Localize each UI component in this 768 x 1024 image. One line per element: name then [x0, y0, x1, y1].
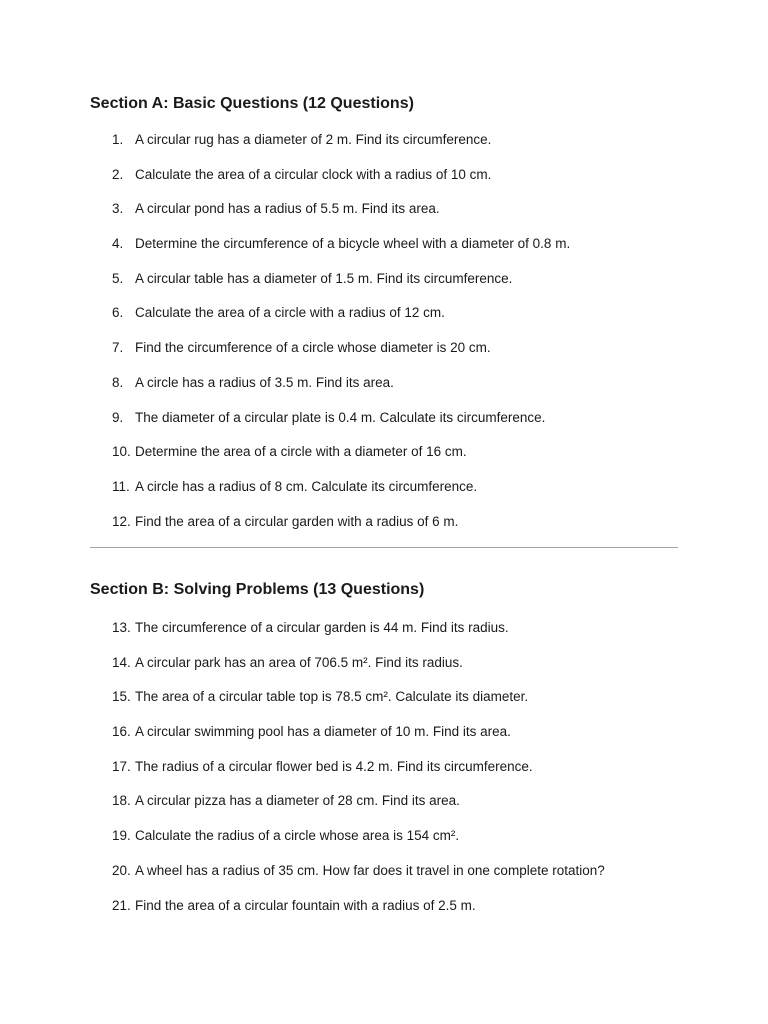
question-text: The circumference of a circular garden is 44 m. Find its radius.: [135, 620, 509, 635]
question-item: [112, 166, 570, 201]
question-item: [112, 304, 570, 339]
question-text: A circular table has a diameter of 1.5 m. Find its circumference.: [135, 270, 513, 286]
question-text: Find the area of a circular garden with a radius of 6 m.: [135, 513, 459, 529]
question-item: [112, 619, 605, 654]
question-text: A circular swimming pool has a diameter of 10 m. Find its area.: [135, 724, 511, 740]
question-item: [112, 270, 570, 305]
question-number: 3.: [112, 201, 124, 217]
question-number: 14.: [112, 654, 131, 670]
question-item: [112, 374, 570, 409]
question-number: 16.: [112, 724, 131, 740]
question-text: A circular pizza has a diameter of 28 cm. Find its area.: [135, 793, 460, 809]
question-text: Calculate the area of a circular clock with a radius of 10 cm.: [135, 166, 492, 182]
section-a-question-list: [112, 131, 570, 547]
question-text: Calculate the area of a circle with a radius of 12 cm.: [135, 305, 445, 321]
section-a-title: Section A: Basic Questions (12 Questions): [90, 95, 414, 112]
question-number: 15.: [112, 689, 131, 705]
question-text: The diameter of a circular plate is 0.4 m. Calculate its circumference.: [135, 409, 546, 425]
question-item: [112, 723, 605, 758]
question-text: A circle has a radius of 3.5 m. Find its area.: [135, 374, 394, 390]
question-item: [112, 792, 605, 827]
question-number: 7.: [112, 340, 124, 356]
question-text: A wheel has a radius of 35 cm. How far does it travel in one complete rotation?: [135, 862, 605, 878]
question-number: 13.: [112, 620, 131, 635]
question-number: 10.: [112, 444, 131, 460]
question-item: [112, 862, 605, 897]
question-text: Determine the circumference of a bicycle wheel with a diameter of 0.8 m.: [135, 236, 571, 252]
question-item: [112, 688, 605, 723]
question-number: 11.: [112, 478, 130, 494]
question-number: 17.: [112, 758, 131, 774]
question-item: [112, 235, 570, 270]
question-number: 12.: [112, 513, 131, 529]
question-item: [112, 200, 570, 235]
section-b-title: Section B: Solving Problems (13 Questions): [90, 581, 425, 598]
question-item: [112, 409, 570, 444]
question-item: [112, 758, 605, 793]
question-item: [112, 897, 605, 932]
question-number: 8.: [112, 374, 124, 390]
question-item: [112, 478, 570, 513]
question-item: [112, 339, 570, 374]
question-text: The area of a circular table top is 78.5 cm². Calculate its diameter.: [135, 689, 529, 705]
section-b-question-list: [112, 619, 605, 931]
question-text: Find the area of a circular fountain with a radius of 2.5 m.: [135, 897, 476, 913]
question-number: 5.: [112, 270, 124, 286]
question-number: 21.: [112, 897, 131, 913]
question-number: 19.: [112, 828, 131, 844]
question-item: [112, 654, 605, 689]
question-item: [112, 131, 570, 166]
question-item: [112, 443, 570, 478]
question-number: 18.: [112, 793, 131, 809]
question-number: 4.: [112, 236, 124, 252]
section-divider: [90, 547, 678, 548]
question-item: [112, 827, 605, 862]
question-text: The radius of a circular flower bed is 4.2 m. Find its circumference.: [135, 758, 533, 774]
question-text: Find the circumference of a circle whose diameter is 20 cm.: [135, 340, 491, 356]
question-number: 20.: [112, 862, 131, 878]
question-number: 2.: [112, 166, 124, 182]
question-number: 9.: [112, 409, 124, 425]
question-number: 1.: [112, 132, 124, 147]
question-text: A circular rug has a diameter of 2 m. Find its circumference.: [135, 132, 492, 147]
question-text: Calculate the radius of a circle whose area is 154 cm².: [135, 828, 460, 844]
question-text: A circular pond has a radius of 5.5 m. Find its area.: [135, 201, 440, 217]
question-item: [112, 513, 570, 548]
question-text: A circle has a radius of 8 cm. Calculate its circumference.: [135, 478, 478, 494]
question-number: 6.: [112, 305, 124, 321]
question-text: Determine the area of a circle with a diameter of 16 cm.: [135, 444, 467, 460]
question-text: A circular park has an area of 706.5 m². Find its radius.: [135, 654, 463, 670]
